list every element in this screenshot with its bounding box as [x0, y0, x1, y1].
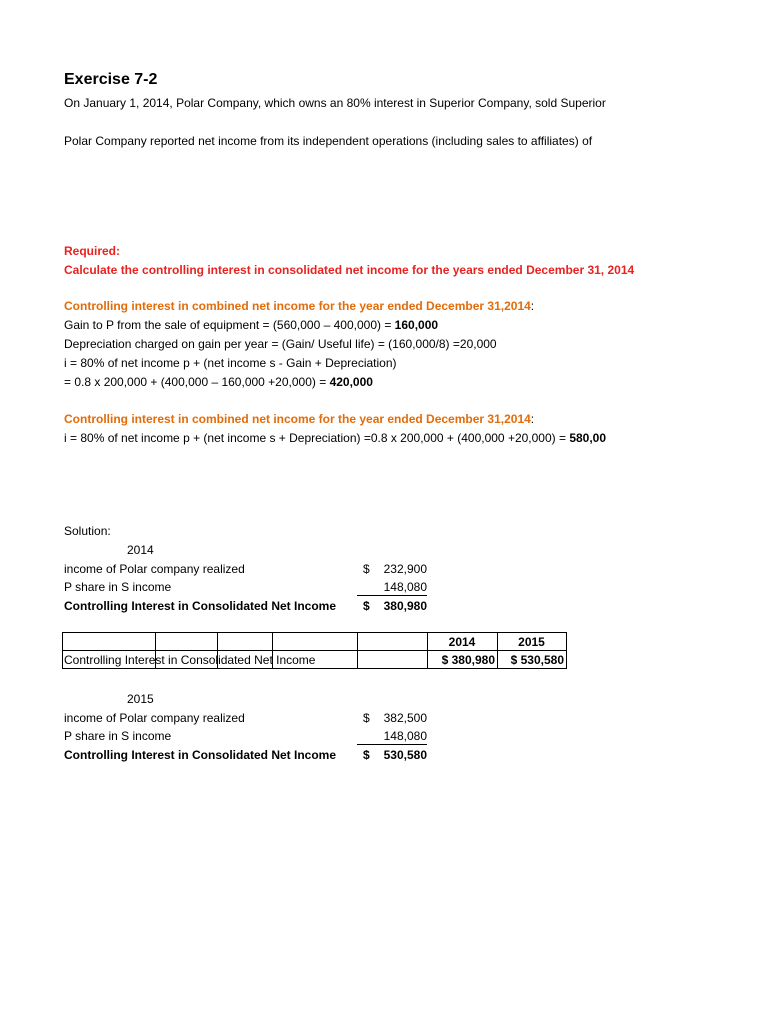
row-2015-polar-amount [363, 710, 427, 726]
intro-line-2: Polar Company reported net income from its independent operations (including sales to affiliates) of [64, 134, 593, 148]
required-label: Required: [64, 244, 121, 258]
gain-value: 160,000 [394, 318, 439, 332]
formula-line: i = 80% of net income p + (net income s - Gain + Depreciation) [64, 356, 397, 370]
summary-table [62, 632, 567, 669]
row-2015-polar-label: income of Polar company realized [64, 711, 245, 725]
row-2015-pshare-amount [357, 728, 427, 745]
table-header-2014: 2014 [448, 635, 476, 649]
row-2014-total-amount [363, 598, 427, 614]
solution-label: Solution: [64, 524, 111, 538]
row-2014-polar-amount [363, 561, 427, 577]
amount-value: 232,900 [383, 562, 427, 576]
section1-heading [64, 298, 534, 314]
table-border-middle [62, 650, 567, 651]
section2-heading [64, 411, 534, 427]
currency-symbol: $ [363, 748, 370, 762]
table-value-2014: $ 380,980 [441, 653, 495, 667]
calc-value: 420,000 [329, 375, 373, 389]
solution-year-2015: 2015 [127, 692, 154, 706]
row-2015-pshare-label: P share in S income [64, 729, 172, 743]
amount-value: 382,500 [383, 711, 427, 725]
intro-line-1: On January 1, 2014, Polar Company, which owns an 80% interest in Superior Company, sold Superior [64, 96, 606, 110]
table-col-border [62, 632, 63, 669]
table-value-2015: $ 530,580 [510, 653, 564, 667]
currency-symbol: $ [363, 562, 370, 576]
table-header-2015: 2015 [518, 635, 545, 649]
row-2015-total-amount [363, 747, 427, 763]
table-col-border [357, 632, 358, 669]
required-text: Calculate the controlling interest in consolidated net income for the years ended December 31, 2014 [64, 263, 635, 277]
section2-formula-line [64, 430, 606, 446]
amount-value: 148,080 [383, 729, 427, 743]
row-2014-polar-label: income of Polar company realized [64, 562, 245, 576]
table-row-label: Controlling Interest in Consolidated Net Income [64, 653, 316, 667]
row-2014-pshare-amount [357, 579, 427, 596]
amount-value: 530,580 [383, 748, 427, 762]
calc-line [64, 374, 373, 390]
gain-text: Gain to P from the sale of equipment = (560,000 – 400,000) = [64, 318, 395, 332]
table-col-border [566, 632, 567, 669]
row-2015-total-label: Controlling Interest in Consolidated Net Income [64, 748, 337, 762]
row-2014-total-label: Controlling Interest in Consolidated Net Income [64, 599, 337, 613]
section2-formula-text: i = 80% of net income p + (net income s + Depreciation) =0.8 x 200,000 + (400,000 +20,000) = [64, 431, 570, 445]
currency-symbol: $ [363, 599, 370, 613]
gain-line [64, 317, 438, 333]
section1-heading-text: Controlling interest in combined net income for the year ended December 31,2014 [64, 299, 531, 313]
currency-symbol: $ [363, 711, 370, 725]
table-border-top [62, 632, 567, 633]
section1-heading-colon: : [530, 299, 535, 313]
amount-value: 380,980 [383, 599, 427, 613]
amount-value: 148,080 [383, 580, 427, 594]
section2-heading-text: Controlling interest in combined net income for the year ended December 31,2014 [64, 412, 531, 426]
exercise-title: Exercise 7-2 [64, 71, 158, 88]
solution-year-2014: 2014 [127, 543, 154, 557]
depreciation-line: Depreciation charged on gain per year = (Gain/ Useful life) = (160,000/8) =20,000 [64, 337, 497, 351]
row-2014-pshare-label: P share in S income [64, 580, 172, 594]
section2-formula-value: 580,00 [569, 431, 607, 445]
table-border-bottom [62, 668, 567, 669]
section2-heading-colon: : [530, 412, 535, 426]
calc-text: = 0.8 x 200,000 + (400,000 – 160,000 +20,000) = [64, 375, 330, 389]
